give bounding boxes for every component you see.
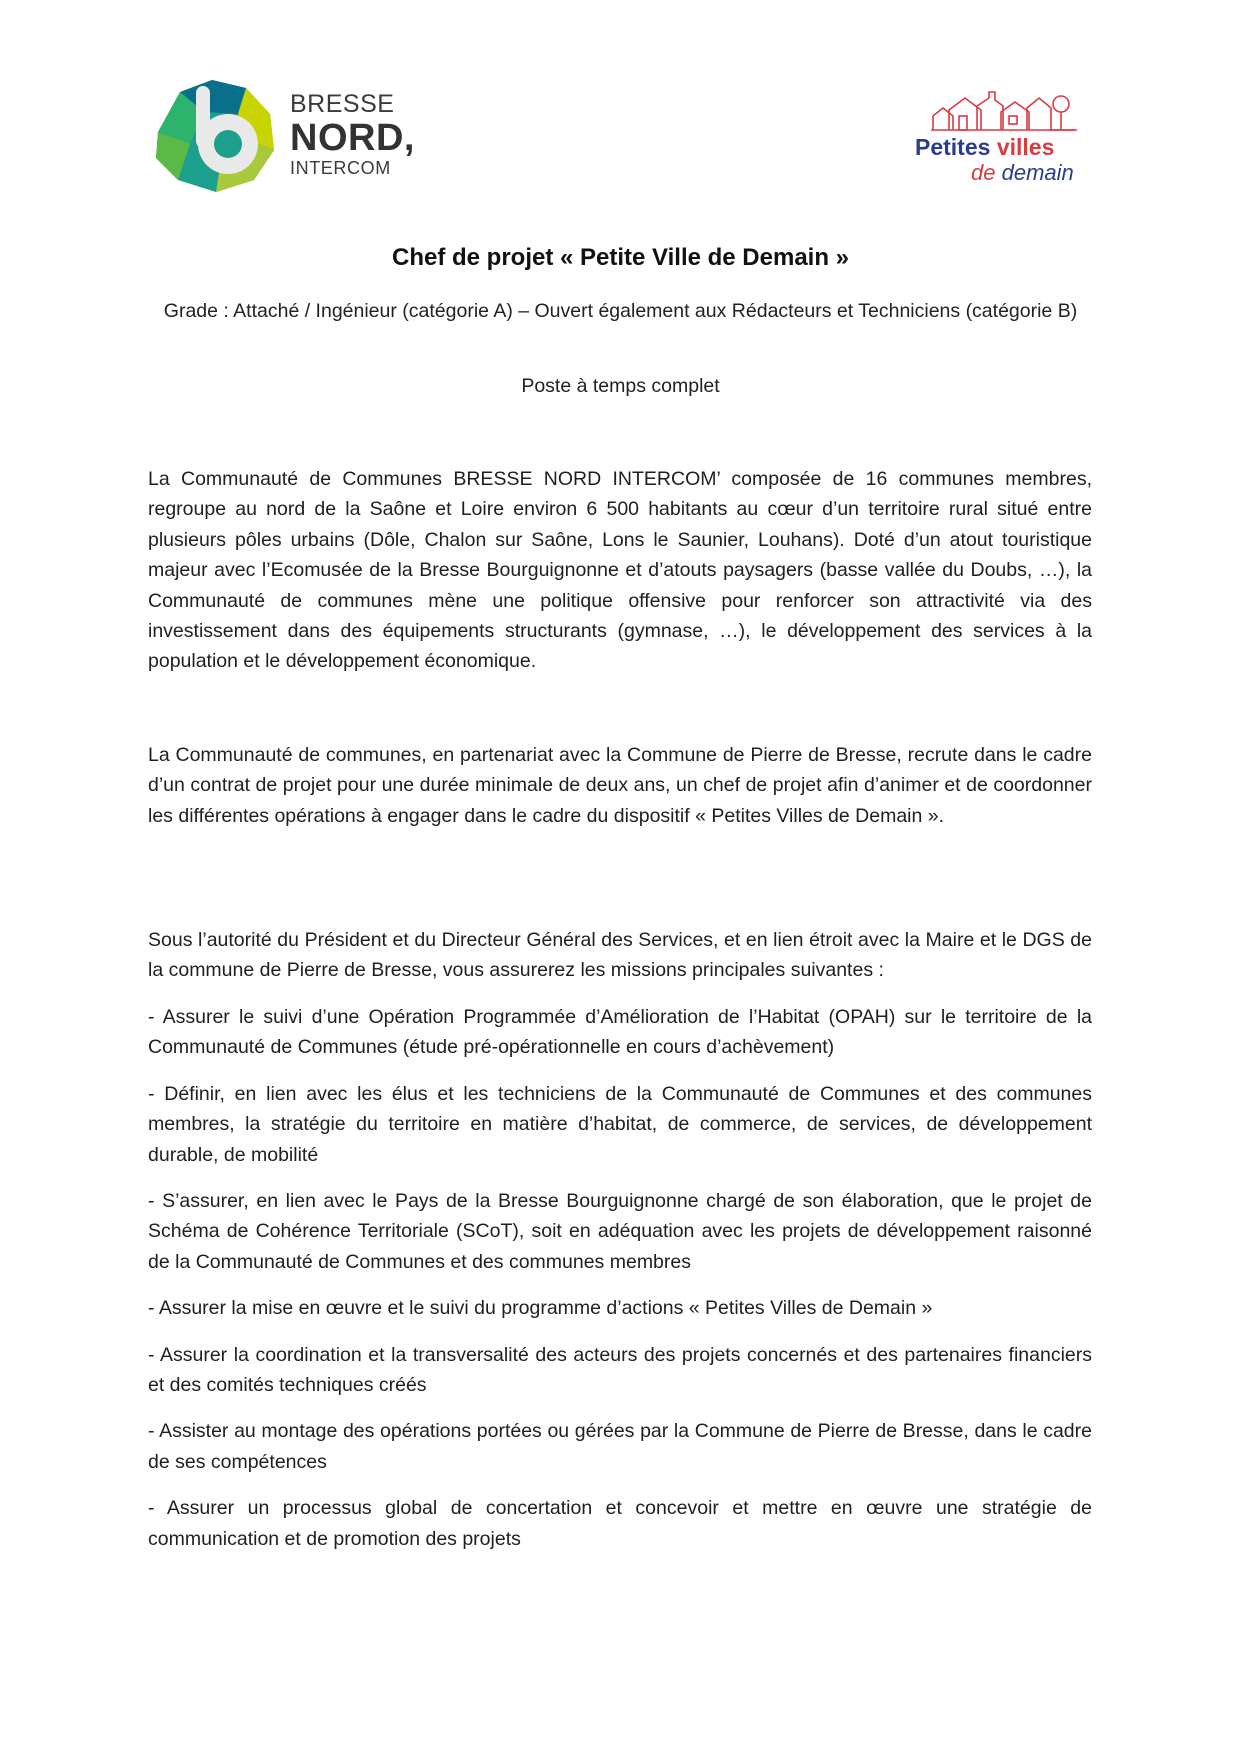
mission-item: - Assurer le suivi d’une Opération Programmée d’Amélioration de l’Habitat (OPAH) sur le territoire de la Communauté de Communes (étude pré-opérationnelle en cours d’achèvement): [148, 1006, 1092, 1059]
bresse-nord-wordmark: [290, 92, 415, 177]
logo-title-petites-villes: Petites villes: [915, 134, 1055, 160]
job-title: Chef de projet « Petite Ville de Demain »: [391, 244, 850, 271]
bresse-nord-intercom-logo: [150, 74, 415, 194]
logo-line-intercom: INTERCOM: [290, 158, 391, 178]
bresse-nord-logo-icon: [150, 74, 280, 194]
logo-line-nord: NORD,: [290, 117, 415, 159]
mission-item: - Assurer la coordination et la transversalité des acteurs des projets concernés et des partenaires financiers et des comités techniques créés: [148, 1343, 1092, 1397]
mission-item: - Assurer un processus global de concertation et concevoir et mettre en œuvre une stratégie de communication et de promotion des projets: [148, 1497, 1092, 1550]
grade-line: Grade : Attaché / Ingénieur (catégorie A) – Ouvert également aux Rédacteurs et Techniciens (catégorie B): [163, 300, 1078, 322]
logo-title-de-demain: de demain: [971, 160, 1074, 185]
logo-line-bresse: BRESSE: [290, 90, 395, 118]
poste-line: Poste à temps complet: [521, 375, 720, 397]
paragraph-recrutement: La Communauté de communes, en partenariat avec la Commune de Pierre de Bresse, recrute dans le cadre d’un contrat de projet pour une durée minimale de deux ans, un chef de projet afin d’animer et de coordonner les différentes opérations à engager dans le cadre du dispositif « Petites Villes de Demain ».: [148, 744, 1092, 827]
mission-item: - Définir, en lien avec les élus et les techniciens de la Communauté de Communes et des communes membres, la stratégie du territoire en matière d’habitat, de commerce, de services, de développement durable, de mobilité: [148, 1082, 1092, 1166]
mission-item: - Assister au montage des opérations portées ou gérées par la Commune de Pierre de Bresse, dans le cadre de ses compétences: [148, 1420, 1092, 1473]
petites-villes-de-demain-logo: [915, 86, 1095, 186]
mission-item: - S’assurer, en lien avec le Pays de la Bresse Bourguignonne chargé de son élaboration, que le projet de Schéma de Cohérence Territoriale (SCoT), soit en adéquation avec les projets de développement raisonné de la Communauté de Communes et des communes membres: [148, 1190, 1092, 1273]
paragraph-intro: La Communauté de Communes BRESSE NORD INTERCOM’ composée de 16 communes membres, regroupe au nord de la Saône et Loire environ 6 500 habitants au cœur d’un territoire rural situé entre plusieurs pôles urbains (Dôle, Chalon sur Saône, Lons le Saunier, Louhans). Doté d’un atout touristique majeur avec l’Ecomusée de la Bresse Bourguignonne et d’atouts paysagers (basse vallée du Doubs, …), la Communauté de communes mène une politique offensive pour renforcer son attractivité via des investissement dans des équipements structurants (gymnase, …), le développement des services à la population et le développement économique.: [148, 468, 1092, 673]
missions-list: [148, 1002, 1092, 1570]
village-houses-icon: [929, 86, 1079, 132]
mission-item: - Assurer la mise en œuvre et le suivi du programme d’actions « Petites Villes de Demain »: [148, 1297, 933, 1320]
paragraph-missions-intro: Sous l’autorité du Président et du Directeur Général des Services, et en lien étroit avec la Maire et le DGS de la commune de Pierre de Bresse, vous assurerez les missions principales suivantes :: [148, 929, 1092, 982]
